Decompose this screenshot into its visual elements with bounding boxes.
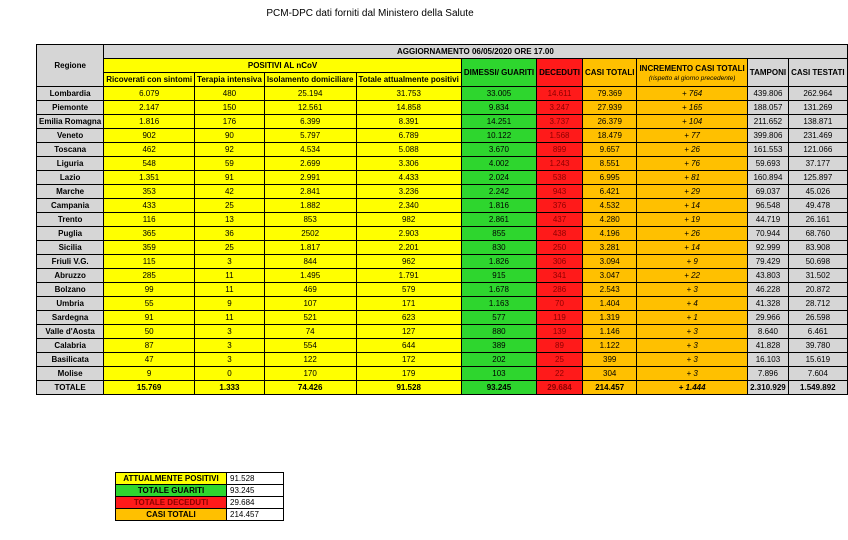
cell-totale-positivi: 127 bbox=[356, 325, 461, 339]
header-ricoverati: Ricoverati con sintomi bbox=[104, 73, 195, 87]
header-incremento-label: INCREMENTO CASI TOTALI bbox=[639, 63, 745, 73]
cell-dimessi: 1.163 bbox=[461, 297, 536, 311]
summary-label: CASI TOTALI bbox=[116, 509, 227, 521]
cell-isolamento: 469 bbox=[264, 283, 356, 297]
cell-region: Umbria bbox=[37, 297, 104, 311]
table-row bbox=[37, 101, 848, 115]
header-dimessi: DIMESSI/ GUARITI bbox=[461, 59, 536, 87]
cell-casi-testati: 45.026 bbox=[789, 185, 847, 199]
table-row bbox=[37, 241, 848, 255]
cell-tamponi: 161.553 bbox=[747, 143, 788, 157]
cell-ricoverati: 365 bbox=[104, 227, 195, 241]
cell-dimessi: 880 bbox=[461, 325, 536, 339]
cell-region: Piemonte bbox=[37, 101, 104, 115]
cell-deceduti: 1.568 bbox=[537, 129, 583, 143]
cell-ricoverati: 2.147 bbox=[104, 101, 195, 115]
cell-tamponi: 7.896 bbox=[747, 367, 788, 381]
cell-deceduti: 341 bbox=[537, 269, 583, 283]
cell-casi-totali: 3.094 bbox=[582, 255, 636, 269]
cell-totale-positivi: 8.391 bbox=[356, 115, 461, 129]
cell-casi-testati: 28.712 bbox=[789, 297, 847, 311]
cell-totale-positivi: 179 bbox=[356, 367, 461, 381]
cell-totale-positivi: 171 bbox=[356, 297, 461, 311]
cell-dimessi: 14.251 bbox=[461, 115, 536, 129]
cell-deceduti: 943 bbox=[537, 185, 583, 199]
cell-deceduti: 538 bbox=[537, 171, 583, 185]
cell-terapia: 1.333 bbox=[195, 381, 265, 395]
table-body bbox=[37, 87, 848, 395]
cell-dimessi: 389 bbox=[461, 339, 536, 353]
cell-ricoverati: 116 bbox=[104, 213, 195, 227]
summary-table bbox=[115, 472, 284, 521]
cell-isolamento: 2.991 bbox=[264, 171, 356, 185]
cell-deceduti: 438 bbox=[537, 227, 583, 241]
summary-label: ATTUALMENTE POSITIVI bbox=[116, 473, 227, 485]
cell-ricoverati: 47 bbox=[104, 353, 195, 367]
header-regione: Regione bbox=[37, 45, 104, 87]
cell-terapia: 480 bbox=[195, 87, 265, 101]
header-incremento-note: (rispetto al giorno precedente) bbox=[648, 74, 736, 82]
covid-data-table bbox=[36, 44, 848, 395]
cell-tamponi: 8.640 bbox=[747, 325, 788, 339]
cell-terapia: 3 bbox=[195, 255, 265, 269]
table-row bbox=[37, 87, 848, 101]
cell-ricoverati: 15.769 bbox=[104, 381, 195, 395]
cell-region: Lazio bbox=[37, 171, 104, 185]
cell-incremento: + 1.444 bbox=[637, 381, 747, 395]
cell-casi-testati: 6.461 bbox=[789, 325, 847, 339]
cell-deceduti: 25 bbox=[537, 353, 583, 367]
cell-isolamento: 74 bbox=[264, 325, 356, 339]
cell-ricoverati: 285 bbox=[104, 269, 195, 283]
cell-dimessi: 93.245 bbox=[461, 381, 536, 395]
cell-casi-totali: 26.379 bbox=[582, 115, 636, 129]
cell-deceduti: 3.737 bbox=[537, 115, 583, 129]
cell-incremento: + 1 bbox=[637, 311, 747, 325]
cell-casi-testati: 68.760 bbox=[789, 227, 847, 241]
cell-deceduti: 139 bbox=[537, 325, 583, 339]
cell-tamponi: 43.803 bbox=[747, 269, 788, 283]
cell-isolamento: 2502 bbox=[264, 227, 356, 241]
cell-terapia: 90 bbox=[195, 129, 265, 143]
cell-deceduti: 306 bbox=[537, 255, 583, 269]
cell-totale-positivi: 623 bbox=[356, 311, 461, 325]
cell-ricoverati: 462 bbox=[104, 143, 195, 157]
summary-row bbox=[116, 497, 284, 509]
page-title: PCM-DPC dati forniti dal Ministero della Salute bbox=[266, 8, 474, 19]
cell-isolamento: 2.699 bbox=[264, 157, 356, 171]
summary-row bbox=[116, 473, 284, 485]
cell-casi-testati: 121.066 bbox=[789, 143, 847, 157]
cell-tamponi: 92.999 bbox=[747, 241, 788, 255]
cell-deceduti: 14.611 bbox=[537, 87, 583, 101]
table-row bbox=[37, 227, 848, 241]
cell-casi-testati: 138.871 bbox=[789, 115, 847, 129]
cell-region: Marche bbox=[37, 185, 104, 199]
header-isolamento: Isolamento domiciliare bbox=[264, 73, 356, 87]
cell-casi-testati: 39.780 bbox=[789, 339, 847, 353]
cell-casi-totali: 27.939 bbox=[582, 101, 636, 115]
cell-isolamento: 6.399 bbox=[264, 115, 356, 129]
cell-casi-testati: 49.478 bbox=[789, 199, 847, 213]
cell-deceduti: 89 bbox=[537, 339, 583, 353]
cell-terapia: 11 bbox=[195, 283, 265, 297]
cell-totale-positivi: 2.340 bbox=[356, 199, 461, 213]
cell-deceduti: 119 bbox=[537, 311, 583, 325]
cell-casi-testati: 31.502 bbox=[789, 269, 847, 283]
cell-ricoverati: 1.351 bbox=[104, 171, 195, 185]
table-row bbox=[37, 115, 848, 129]
cell-totale-positivi: 172 bbox=[356, 353, 461, 367]
summary-row bbox=[116, 485, 284, 497]
cell-isolamento: 25.194 bbox=[264, 87, 356, 101]
cell-dimessi: 33.005 bbox=[461, 87, 536, 101]
cell-incremento: + 3 bbox=[637, 367, 747, 381]
cell-region: Molise bbox=[37, 367, 104, 381]
cell-totale-positivi: 644 bbox=[356, 339, 461, 353]
cell-casi-totali: 399 bbox=[582, 353, 636, 367]
cell-deceduti: 286 bbox=[537, 283, 583, 297]
cell-casi-totali: 4.280 bbox=[582, 213, 636, 227]
cell-region: Puglia bbox=[37, 227, 104, 241]
cell-isolamento: 107 bbox=[264, 297, 356, 311]
cell-casi-totali: 18.479 bbox=[582, 129, 636, 143]
summary-value: 214.457 bbox=[227, 509, 284, 521]
cell-incremento: + 77 bbox=[637, 129, 747, 143]
cell-casi-testati: 7.604 bbox=[789, 367, 847, 381]
cell-deceduti: 899 bbox=[537, 143, 583, 157]
table-row bbox=[37, 367, 848, 381]
cell-casi-totali: 6.421 bbox=[582, 185, 636, 199]
cell-ricoverati: 55 bbox=[104, 297, 195, 311]
cell-deceduti: 1.243 bbox=[537, 157, 583, 171]
cell-region: Friuli V.G. bbox=[37, 255, 104, 269]
cell-ricoverati: 87 bbox=[104, 339, 195, 353]
summary-label: TOTALE GUARITI bbox=[116, 485, 227, 497]
cell-totale-positivi: 4.433 bbox=[356, 171, 461, 185]
cell-incremento: + 3 bbox=[637, 353, 747, 367]
cell-incremento: + 14 bbox=[637, 241, 747, 255]
table-row bbox=[37, 185, 848, 199]
cell-ricoverati: 433 bbox=[104, 199, 195, 213]
cell-tamponi: 70.944 bbox=[747, 227, 788, 241]
cell-casi-totali: 4.532 bbox=[582, 199, 636, 213]
cell-isolamento: 1.495 bbox=[264, 269, 356, 283]
cell-totale-positivi: 91.528 bbox=[356, 381, 461, 395]
cell-dimessi: 2.024 bbox=[461, 171, 536, 185]
cell-totale-positivi: 6.789 bbox=[356, 129, 461, 143]
cell-region: Liguria bbox=[37, 157, 104, 171]
cell-dimessi: 10.122 bbox=[461, 129, 536, 143]
cell-region: Emilia Romagna bbox=[37, 115, 104, 129]
cell-casi-testati: 83.908 bbox=[789, 241, 847, 255]
cell-casi-totali: 1.319 bbox=[582, 311, 636, 325]
cell-incremento: + 165 bbox=[637, 101, 747, 115]
cell-tamponi: 188.057 bbox=[747, 101, 788, 115]
cell-incremento: + 29 bbox=[637, 185, 747, 199]
cell-terapia: 3 bbox=[195, 353, 265, 367]
cell-tamponi: 29.966 bbox=[747, 311, 788, 325]
cell-deceduti: 22 bbox=[537, 367, 583, 381]
cell-region: Veneto bbox=[37, 129, 104, 143]
summary-value: 29.684 bbox=[227, 497, 284, 509]
cell-ricoverati: 902 bbox=[104, 129, 195, 143]
header-aggiornamento: AGGIORNAMENTO 06/05/2020 ORE 17.00 bbox=[104, 45, 847, 59]
cell-dimessi: 9.834 bbox=[461, 101, 536, 115]
cell-casi-testati: 26.161 bbox=[789, 213, 847, 227]
cell-isolamento: 844 bbox=[264, 255, 356, 269]
cell-terapia: 42 bbox=[195, 185, 265, 199]
table-row bbox=[37, 171, 848, 185]
cell-incremento: + 76 bbox=[637, 157, 747, 171]
cell-ricoverati: 548 bbox=[104, 157, 195, 171]
cell-totale-positivi: 982 bbox=[356, 213, 461, 227]
cell-terapia: 11 bbox=[195, 269, 265, 283]
cell-region: Valle d'Aosta bbox=[37, 325, 104, 339]
cell-totale-positivi: 962 bbox=[356, 255, 461, 269]
cell-region: Calabria bbox=[37, 339, 104, 353]
cell-dimessi: 103 bbox=[461, 367, 536, 381]
cell-incremento: + 26 bbox=[637, 227, 747, 241]
cell-casi-testati: 50.698 bbox=[789, 255, 847, 269]
cell-totale-positivi: 3.306 bbox=[356, 157, 461, 171]
cell-terapia: 0 bbox=[195, 367, 265, 381]
cell-deceduti: 29.684 bbox=[537, 381, 583, 395]
cell-isolamento: 1.882 bbox=[264, 199, 356, 213]
cell-ricoverati: 359 bbox=[104, 241, 195, 255]
table-row bbox=[37, 353, 848, 367]
cell-casi-testati: 231.469 bbox=[789, 129, 847, 143]
cell-terapia: 91 bbox=[195, 171, 265, 185]
header-totale-positivi: Totale attualmente positivi bbox=[356, 73, 461, 87]
cell-tamponi: 46.228 bbox=[747, 283, 788, 297]
cell-dimessi: 3.670 bbox=[461, 143, 536, 157]
cell-totale-positivi: 5.088 bbox=[356, 143, 461, 157]
cell-incremento: + 3 bbox=[637, 283, 747, 297]
totals-row bbox=[37, 381, 848, 395]
cell-deceduti: 437 bbox=[537, 213, 583, 227]
cell-region: Lombardia bbox=[37, 87, 104, 101]
cell-casi-testati: 125.897 bbox=[789, 171, 847, 185]
cell-tamponi: 41.328 bbox=[747, 297, 788, 311]
cell-incremento: + 104 bbox=[637, 115, 747, 129]
cell-ricoverati: 353 bbox=[104, 185, 195, 199]
cell-isolamento: 5.797 bbox=[264, 129, 356, 143]
cell-region: Campania bbox=[37, 199, 104, 213]
cell-region: Toscana bbox=[37, 143, 104, 157]
cell-casi-totali: 1.404 bbox=[582, 297, 636, 311]
cell-tamponi: 399.806 bbox=[747, 129, 788, 143]
cell-terapia: 59 bbox=[195, 157, 265, 171]
cell-dimessi: 2.861 bbox=[461, 213, 536, 227]
cell-totale-positivi: 2.903 bbox=[356, 227, 461, 241]
cell-incremento: + 764 bbox=[637, 87, 747, 101]
cell-incremento: + 4 bbox=[637, 297, 747, 311]
cell-tamponi: 79.429 bbox=[747, 255, 788, 269]
cell-isolamento: 1.817 bbox=[264, 241, 356, 255]
cell-isolamento: 853 bbox=[264, 213, 356, 227]
cell-casi-testati: 131.269 bbox=[789, 101, 847, 115]
cell-isolamento: 170 bbox=[264, 367, 356, 381]
cell-terapia: 11 bbox=[195, 311, 265, 325]
cell-casi-totali: 2.543 bbox=[582, 283, 636, 297]
summary-row bbox=[116, 509, 284, 521]
cell-tamponi: 59.693 bbox=[747, 157, 788, 171]
cell-incremento: + 3 bbox=[637, 325, 747, 339]
cell-terapia: 25 bbox=[195, 199, 265, 213]
table-row bbox=[37, 339, 848, 353]
cell-ricoverati: 99 bbox=[104, 283, 195, 297]
cell-casi-totali: 9.657 bbox=[582, 143, 636, 157]
cell-terapia: 36 bbox=[195, 227, 265, 241]
table-row bbox=[37, 255, 848, 269]
cell-region: Bolzano bbox=[37, 283, 104, 297]
cell-tamponi: 211.652 bbox=[747, 115, 788, 129]
cell-casi-totali: 1.122 bbox=[582, 339, 636, 353]
cell-region: Sicilia bbox=[37, 241, 104, 255]
cell-totale-positivi: 2.201 bbox=[356, 241, 461, 255]
cell-dimessi: 577 bbox=[461, 311, 536, 325]
cell-incremento: + 81 bbox=[637, 171, 747, 185]
cell-isolamento: 521 bbox=[264, 311, 356, 325]
cell-deceduti: 70 bbox=[537, 297, 583, 311]
cell-totale-positivi: 1.791 bbox=[356, 269, 461, 283]
cell-casi-testati: 15.619 bbox=[789, 353, 847, 367]
cell-casi-testati: 20.872 bbox=[789, 283, 847, 297]
cell-tamponi: 16.103 bbox=[747, 353, 788, 367]
cell-casi-testati: 1.549.892 bbox=[789, 381, 847, 395]
cell-incremento: + 9 bbox=[637, 255, 747, 269]
cell-tamponi: 44.719 bbox=[747, 213, 788, 227]
table-row bbox=[37, 143, 848, 157]
cell-dimessi: 2.242 bbox=[461, 185, 536, 199]
cell-deceduti: 3.247 bbox=[537, 101, 583, 115]
cell-casi-testati: 37.177 bbox=[789, 157, 847, 171]
cell-terapia: 92 bbox=[195, 143, 265, 157]
cell-totale-positivi: 3.236 bbox=[356, 185, 461, 199]
cell-ricoverati: 50 bbox=[104, 325, 195, 339]
header-casi-testati: CASI TESTATI bbox=[789, 59, 847, 87]
cell-region: Basilicata bbox=[37, 353, 104, 367]
cell-incremento: + 26 bbox=[637, 143, 747, 157]
cell-casi-totali: 3.047 bbox=[582, 269, 636, 283]
cell-ricoverati: 115 bbox=[104, 255, 195, 269]
header-deceduti: DECEDUTI bbox=[537, 59, 583, 87]
cell-region: Abruzzo bbox=[37, 269, 104, 283]
cell-isolamento: 554 bbox=[264, 339, 356, 353]
cell-totale-positivi: 31.753 bbox=[356, 87, 461, 101]
cell-tamponi: 2.310.929 bbox=[747, 381, 788, 395]
cell-tamponi: 160.894 bbox=[747, 171, 788, 185]
cell-terapia: 25 bbox=[195, 241, 265, 255]
table-row bbox=[37, 129, 848, 143]
cell-ricoverati: 9 bbox=[104, 367, 195, 381]
header-terapia: Terapia intensiva bbox=[195, 73, 265, 87]
table-row bbox=[37, 213, 848, 227]
cell-dimessi: 202 bbox=[461, 353, 536, 367]
cell-terapia: 9 bbox=[195, 297, 265, 311]
header-tamponi: TAMPONI bbox=[747, 59, 788, 87]
cell-terapia: 13 bbox=[195, 213, 265, 227]
cell-casi-totali: 8.551 bbox=[582, 157, 636, 171]
cell-casi-totali: 304 bbox=[582, 367, 636, 381]
cell-deceduti: 250 bbox=[537, 241, 583, 255]
cell-tamponi: 41.828 bbox=[747, 339, 788, 353]
cell-casi-totali: 4.196 bbox=[582, 227, 636, 241]
cell-totale-positivi: 14.858 bbox=[356, 101, 461, 115]
cell-casi-testati: 26.598 bbox=[789, 311, 847, 325]
cell-terapia: 150 bbox=[195, 101, 265, 115]
table-row bbox=[37, 269, 848, 283]
cell-casi-totali: 1.146 bbox=[582, 325, 636, 339]
cell-casi-totali: 6.995 bbox=[582, 171, 636, 185]
table-row bbox=[37, 311, 848, 325]
cell-dimessi: 830 bbox=[461, 241, 536, 255]
cell-dimessi: 915 bbox=[461, 269, 536, 283]
table-row bbox=[37, 283, 848, 297]
cell-dimessi: 855 bbox=[461, 227, 536, 241]
cell-ricoverati: 91 bbox=[104, 311, 195, 325]
cell-casi-testati: 262.964 bbox=[789, 87, 847, 101]
cell-isolamento: 2.841 bbox=[264, 185, 356, 199]
table-row bbox=[37, 325, 848, 339]
cell-incremento: + 14 bbox=[637, 199, 747, 213]
header-incremento bbox=[637, 59, 747, 87]
cell-dimessi: 1.816 bbox=[461, 199, 536, 213]
cell-isolamento: 74.426 bbox=[264, 381, 356, 395]
table-row bbox=[37, 157, 848, 171]
cell-dimessi: 1.826 bbox=[461, 255, 536, 269]
cell-totale-positivi: 579 bbox=[356, 283, 461, 297]
cell-tamponi: 439.806 bbox=[747, 87, 788, 101]
cell-region: Trento bbox=[37, 213, 104, 227]
cell-tamponi: 69.037 bbox=[747, 185, 788, 199]
cell-region: Sardegna bbox=[37, 311, 104, 325]
cell-ricoverati: 1.816 bbox=[104, 115, 195, 129]
cell-deceduti: 376 bbox=[537, 199, 583, 213]
cell-dimessi: 1.678 bbox=[461, 283, 536, 297]
table-row bbox=[37, 199, 848, 213]
cell-terapia: 3 bbox=[195, 339, 265, 353]
cell-incremento: + 3 bbox=[637, 339, 747, 353]
cell-tamponi: 96.548 bbox=[747, 199, 788, 213]
summary-value: 91.528 bbox=[227, 473, 284, 485]
cell-isolamento: 12.561 bbox=[264, 101, 356, 115]
cell-casi-totali: 79.369 bbox=[582, 87, 636, 101]
header-positivi: POSITIVI AL nCoV bbox=[104, 59, 462, 73]
cell-casi-totali: 3.281 bbox=[582, 241, 636, 255]
cell-casi-totali: 214.457 bbox=[582, 381, 636, 395]
cell-ricoverati: 6.079 bbox=[104, 87, 195, 101]
cell-dimessi: 4.002 bbox=[461, 157, 536, 171]
cell-incremento: + 22 bbox=[637, 269, 747, 283]
summary-label: TOTALE DECEDUTI bbox=[116, 497, 227, 509]
cell-incremento: + 19 bbox=[637, 213, 747, 227]
header-casi-totali: CASI TOTALI bbox=[582, 59, 636, 87]
cell-terapia: 176 bbox=[195, 115, 265, 129]
cell-terapia: 3 bbox=[195, 325, 265, 339]
table-row bbox=[37, 297, 848, 311]
cell-isolamento: 122 bbox=[264, 353, 356, 367]
summary-value: 93.245 bbox=[227, 485, 284, 497]
cell-isolamento: 4.534 bbox=[264, 143, 356, 157]
cell-region: TOTALE bbox=[37, 381, 104, 395]
